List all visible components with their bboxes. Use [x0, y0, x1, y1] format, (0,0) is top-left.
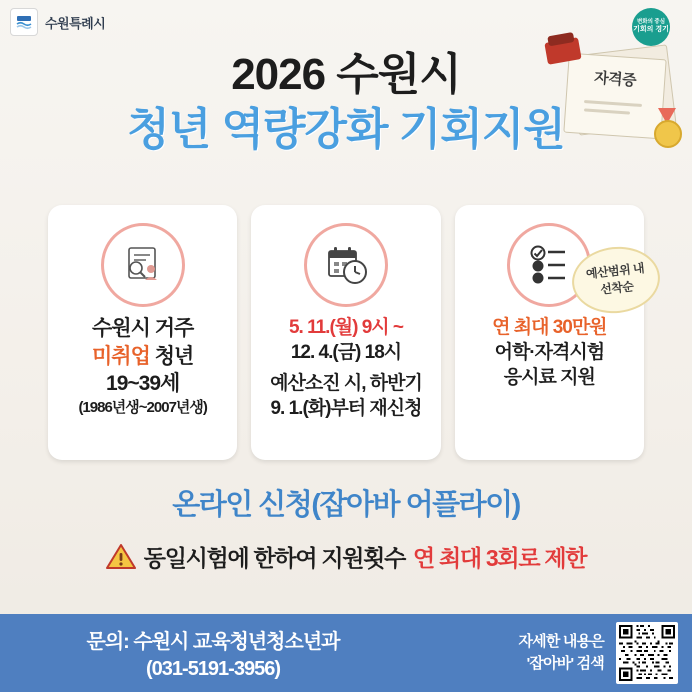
card-eligibility [48, 205, 237, 460]
suwon-city-logo-icon [10, 8, 38, 36]
footer-info-line-1: 자세한 내용은 [518, 632, 604, 650]
footer-info-text [518, 631, 604, 676]
card3-line-1: 연 최대 30만원 [492, 317, 607, 338]
card1-line-1: 수원시 거주 [92, 317, 194, 340]
city-logo-label: 수원특례시 [45, 15, 106, 31]
apply-method: 온라인 신청(잡아바 어플라이) [172, 489, 520, 521]
document-search-person-icon [101, 223, 185, 307]
card1-line-3: 19~39세 [106, 372, 180, 396]
card-period [251, 205, 440, 460]
footer-contact [0, 625, 408, 681]
card1-line-2-rest: 청년 [149, 344, 194, 368]
card3-line-3: 응시료 지원 [503, 367, 595, 389]
notice-highlight: 연 최대 3회로 제한 [413, 545, 587, 571]
card2-line-4: 9. 1.(화)부터 재신청 [270, 398, 422, 420]
notice-row [0, 540, 692, 573]
footer-bar [0, 614, 692, 692]
card3-line-2: 어학·자격시험 [494, 342, 605, 364]
gg-badge-line2: 기회의 경기 [633, 26, 669, 34]
title-line-2: 청년 역량강화 기회지원 [127, 104, 565, 154]
footer-info-line-2: '잡아바' 검색 [526, 655, 604, 672]
calendar-clock-icon [304, 223, 388, 307]
poster-title [0, 50, 692, 158]
info-cards [48, 205, 644, 460]
footer-qr-block [408, 622, 692, 684]
card2-line-2: 12. 4.(금) 18시 [290, 342, 402, 364]
card2-line-3: 예산소진 시, 하반기 [270, 373, 422, 395]
bubble-line-1: 예산범위 내 [585, 261, 645, 282]
qr-code[interactable] [616, 622, 678, 684]
notice-text: 동일시험에 한하여 지원횟수 [143, 545, 405, 571]
footer-contact-line-1: 문의: 수원시 교육청년청소년과 [86, 631, 340, 653]
title-line-1: 2026 수원시 [231, 50, 461, 99]
card-support [455, 205, 644, 460]
card1-highlight: 미취업 [92, 344, 150, 368]
city-logo [10, 8, 105, 36]
card1-line-2 [56, 343, 229, 371]
certificate-text: 자격증 [593, 69, 637, 90]
footer-contact-line-2: (031-5191-3956) [146, 658, 280, 680]
card2-line-1: 5. 11.(월) 9시 ~ [288, 317, 404, 338]
card1-line-4: (1986년생~2007년생) [78, 399, 207, 417]
bubble-line-2: 선착순 [599, 279, 635, 297]
gg-badge-line1: 변화의 중심 [636, 19, 666, 26]
warning-triangle-icon [106, 543, 136, 570]
